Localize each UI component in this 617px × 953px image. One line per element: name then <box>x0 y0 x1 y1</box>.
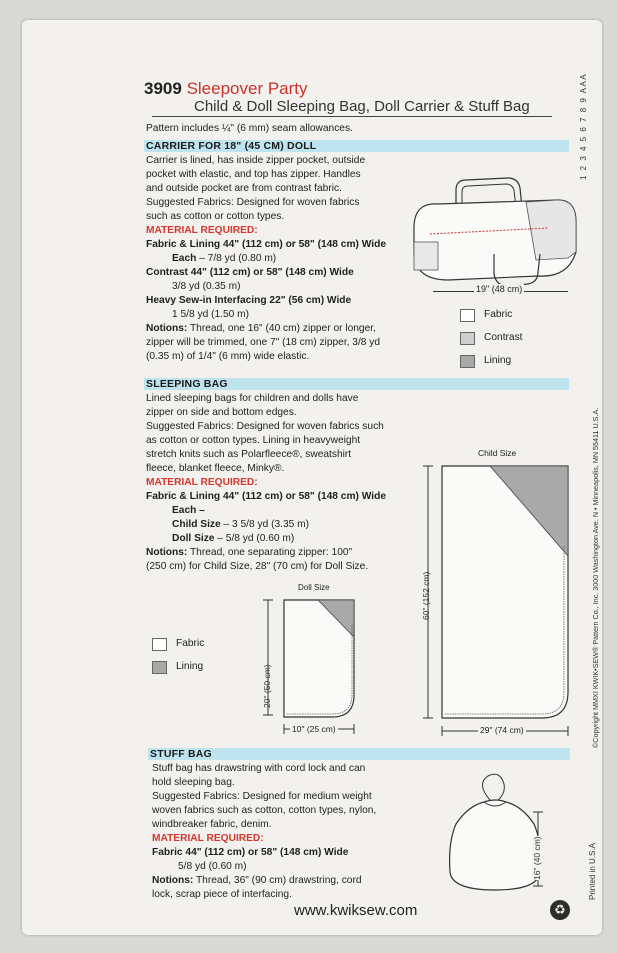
material-heading: MATERIAL REQUIRED: <box>152 833 264 844</box>
desc-line: and outside pocket are from contrast fabric. <box>146 183 342 194</box>
doll-height: 20" (50 cm) <box>262 664 272 708</box>
pattern-number: 3909 <box>144 79 182 98</box>
carrier-heading: CARRIER FOR 18" (45 CM) DOLL <box>146 140 317 152</box>
seam-note: Pattern includes ¼" (6 mm) seam allowances. <box>146 123 353 134</box>
notions-label: Notions: <box>152 875 194 886</box>
desc-line: as cotton or cotton types. Lining in heavyweight <box>146 435 361 446</box>
notions-line: Thread, one 16" (40 cm) zipper or longer, <box>187 323 376 334</box>
stuff-bag-heading-bar <box>148 748 570 760</box>
pattern-envelope-back <box>22 20 602 935</box>
sleeping-bag-notions <box>146 546 411 560</box>
notions-line: Thread, 36" (90 cm) drawstring, cord <box>193 875 362 886</box>
desc-line: Suggested Fabrics: Designed for medium weight <box>152 791 372 802</box>
legend-lining: Lining <box>484 355 512 366</box>
legend-lining: Lining <box>176 661 204 672</box>
doll-size-req <box>146 532 411 546</box>
carrier-notions <box>146 322 406 336</box>
stuff-bag-notions <box>152 874 417 888</box>
recycle-icon: ♻ <box>550 900 570 920</box>
notions-line: zipper will be trimmed, one 7" (18 cm) zipper, 3/8 yd <box>146 337 381 348</box>
fabric-swatch <box>152 638 167 651</box>
desc-line: Suggested Fabrics: Designed for woven fabrics <box>146 197 360 208</box>
material-heading: MATERIAL REQUIRED: <box>146 477 258 488</box>
doll-size-value: – 5/8 yd (0.60 m) <box>214 533 295 544</box>
legend-fabric: Fabric <box>484 309 513 320</box>
sleeping-bag-heading: SLEEPING BAG <box>146 378 228 390</box>
desc-line: hold sleeping bag. <box>152 777 235 788</box>
printed-in: Printed in U.S.A <box>588 843 597 900</box>
stuff-bag-heading: STUFF BAG <box>150 748 212 760</box>
carrier-text <box>146 154 406 364</box>
print-codes: 1 2 3 4 5 6 7 8 9 AAA <box>579 72 588 180</box>
child-height: 60" (152 cm) <box>421 571 431 620</box>
desc-line: fleece, blanket fleece, Minky®. <box>146 463 285 474</box>
desc-line: Suggested Fabrics: Designed for woven fabrics such <box>146 421 384 432</box>
website[interactable]: www.kwiksew.com <box>294 902 418 919</box>
doll-sleeping-bag-illustration <box>258 595 370 745</box>
desc-line: woven fabrics such as cotton, cotton types, nylon, <box>152 805 377 816</box>
desc-line: such as cotton or cotton types. <box>146 211 285 222</box>
fabric-req: Fabric 44" (112 cm) or 58" (148 cm) Wide <box>152 847 349 858</box>
notions-label: Notions: <box>146 323 188 334</box>
fabric-lining-req: Fabric & Lining 44" (112 cm) or 58" (148 cm) Wide <box>146 239 386 250</box>
each-value: – 7/8 yd (0.80 m) <box>196 253 277 264</box>
contrast-req: Contrast 44" (112 cm) or 58" (148 cm) Wide <box>146 267 354 278</box>
title-rule <box>152 116 552 117</box>
legend-fabric: Fabric <box>176 638 205 649</box>
desc-line: Carrier is lined, has inside zipper pocket, outside <box>146 155 366 166</box>
carrier-dimension: 19" (48 cm) <box>476 284 523 294</box>
notions-line: Thread, one separating zipper: 100" <box>187 547 353 558</box>
interfacing-req: Heavy Sew-in Interfacing 22" (56 cm) Wide <box>146 295 352 306</box>
child-size-title: Child Size <box>478 448 517 458</box>
doll-size-label: Doll Size <box>172 533 215 544</box>
child-size-label: Child Size <box>172 519 221 530</box>
doll-carrier-illustration <box>408 162 583 302</box>
child-size-value: – 3 5/8 yd (3.35 m) <box>220 519 310 530</box>
notions-line: (250 cm) for Child Size, 28" (70 cm) for Doll Size. <box>146 561 369 572</box>
child-sleeping-bag-illustration <box>418 460 578 750</box>
desc-line: pocket with elastic, and top has zipper. Handles <box>146 169 361 180</box>
child-size-req <box>146 518 411 532</box>
desc-line: stretch knits such as Polarfleece®, sweatshirt <box>146 449 352 460</box>
desc-line: Lined sleeping bags for children and dolls have <box>146 393 359 404</box>
sleeping-bag-heading-bar <box>144 378 569 390</box>
lining-swatch <box>152 661 167 674</box>
notions-line: lock, scrap piece of interfacing. <box>152 889 292 900</box>
legend-contrast: Contrast <box>484 332 523 343</box>
child-width: 29" (74 cm) <box>480 725 524 735</box>
carrier-heading-bar <box>144 140 569 152</box>
fabric-lining-req: Fabric & Lining 44" (112 cm) or 58" (148 cm) Wide <box>146 491 386 502</box>
interfacing-amount: 1 5/8 yd (1.50 m) <box>172 309 250 320</box>
title-line <box>144 78 308 100</box>
fabric-lining-each <box>146 252 406 266</box>
each-label: Each <box>172 253 197 264</box>
each-label: Each – <box>172 505 205 516</box>
lining-swatch <box>460 355 475 368</box>
fabric-amount: 5/8 yd (0.60 m) <box>178 861 247 872</box>
notions-label: Notions: <box>146 547 188 558</box>
fabric-swatch <box>460 309 475 322</box>
doll-size-title: Doll Size <box>298 583 330 592</box>
pattern-subtitle: Child & Doll Sleeping Bag, Doll Carrier & Stuff Bag <box>194 98 530 115</box>
contrast-amount: 3/8 yd (0.35 m) <box>172 281 241 292</box>
material-heading: MATERIAL REQUIRED: <box>146 225 258 236</box>
desc-line: zipper on side and bottom edges. <box>146 407 297 418</box>
stuff-bag-height: 16" (40 cm) <box>532 836 542 880</box>
desc-line: windbreaker fabric, denim. <box>152 819 272 830</box>
collection-name: Sleepover Party <box>186 79 308 98</box>
desc-line: Stuff bag has drawstring with cord lock and can <box>152 763 366 774</box>
doll-width: 10" (25 cm) <box>292 724 336 734</box>
notions-line: (0.35 m) of 1/4" (6 mm) wide elastic. <box>146 351 310 362</box>
contrast-swatch <box>460 332 475 345</box>
copyright-line: ©Copyright MMXI KWIK•SEW® Pattern Co., Inc. 3000 Washington Ave. N • Minneapolis, MN 55411 U.S.A. <box>591 407 600 748</box>
stuff-bag-text <box>152 762 417 902</box>
sleeping-bag-text <box>146 392 411 574</box>
